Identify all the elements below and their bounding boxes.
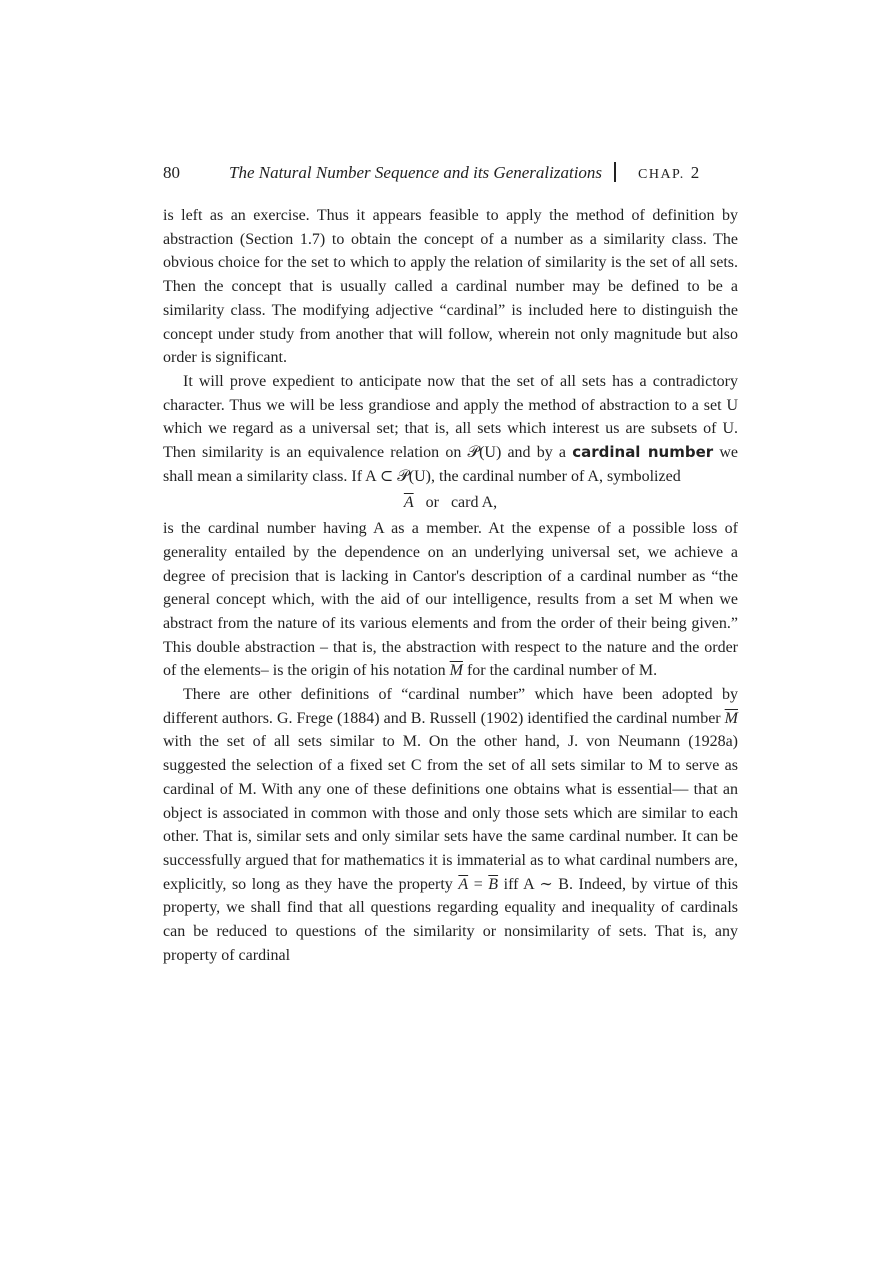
equals-sign: = (473, 875, 483, 893)
formula-or: or (425, 494, 439, 512)
running-title: The Natural Number Sequence and its Generalizations (229, 163, 603, 182)
term-cardinal-number: cardinal number (572, 443, 714, 462)
body-text (163, 204, 738, 968)
running-header (163, 160, 763, 186)
paragraph-4-text-a: There are other definitions of “cardinal number” which have been adopted by different authors. G. Frege (1884) and B. Russell (1902) identified the cardinal number (163, 686, 738, 727)
paragraph-4-text-c: iff A ∼ B. Indeed, by virtue of this property, we shall find that all questions regarding equality and inequality of cardinals can be reduced to questions of the similarity or nonsimilarity of sets. That is, any property of cardinal (163, 875, 739, 964)
paragraph-2 (163, 370, 738, 489)
header-divider (614, 162, 616, 182)
notation-m-bar: $\overline{M}$ (449, 662, 463, 680)
chapter-label-text: CHAP. (638, 167, 685, 182)
display-formula (163, 491, 738, 515)
notation-m-bar-2: $\overline{M}$ (724, 709, 738, 727)
paragraph-4 (163, 683, 738, 967)
formula-overline-a: $\overline{A}$ (403, 494, 414, 512)
paragraph-1: is left as an exercise. Thus it appears feasible to apply the method of definition by abstraction (Section 1.7) to obtain the concept of a number as a similarity class. The obvious choice for the set to which to apply the relation of similarity is the set of all sets. Then the concept that is usually called a cardinal number may be defined to be a similarity class. The modifying adjective “cardinal” is included here to distinguish the concept under study from another that will follow, wherein not only magnitude but also order is significant. (163, 207, 738, 367)
paragraph-4-text-b: with the set of all sets similar to M. On the other hand, J. von Neumann (1928a) suggested the selection of a fixed set C from the set of all sets similar to M to serve as cardinal of M. With any one of these definitions one obtains what is essential–– that an object is associated in common with those and only those sets which are similar to each other. That is, similar sets and only similar sets have the same cardinal number. It can be successfully argued that for mathematics it is immaterial as to what cardinal numbers are, explicitly, so long as they have the property (163, 733, 738, 893)
page-number: 80 (163, 163, 180, 182)
paragraph-3-text-b: for the cardinal number of M. (466, 662, 658, 680)
chapter-label (638, 160, 699, 188)
notation-a-bar: $\overline{A}$ (458, 875, 469, 893)
paragraph-3-text-a: is the cardinal number having A as a member. At the expense of a possible loss of generality entailed by the dependence on an underlying universal set, we achieve a degree of precision that is lacking in Cantor's description of a cardinal number as “the general concept which, with the aid of our intelligence, results from a set M when we abstract from the nature of its various elements and from the order of their being given.” This double abstraction – that is, the abstraction with respect to the nature and the order of the elements– is the origin of his notation (163, 520, 738, 680)
notation-b-bar: $\overline{B}$ (488, 875, 499, 893)
paragraph-3 (163, 517, 738, 683)
chapter-number: 2 (690, 163, 700, 182)
formula-card-a: card A, (450, 494, 498, 512)
paragraph-2-text-a: It will prove expedient to anticipate now that the set of all sets has a contradictory character. Thus we will be less grandiose and apply the method of abstraction to a set U which we regard as a universal set; that is, all sets which interest us are subsets of U. Then similarity is an equivalence relation on 𝒫(U) and by a (163, 372, 738, 462)
paragraph-2-text-b: we shall mean a similarity class. If A ⊂ 𝒫(U), the cardinal number of A, symbolized (163, 444, 738, 485)
